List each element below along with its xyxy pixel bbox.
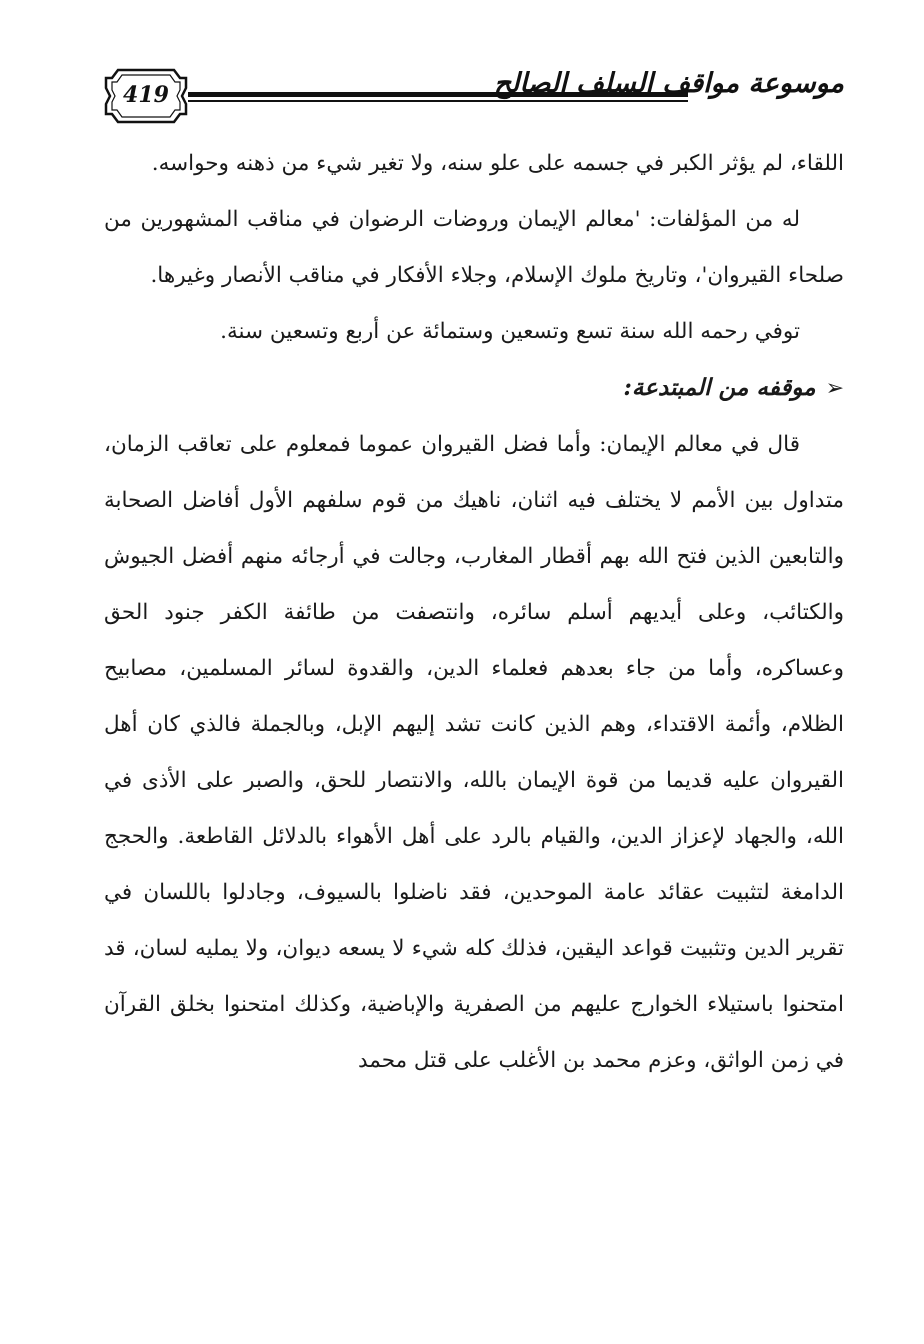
arrow-bullet-icon: ➢ bbox=[825, 376, 844, 401]
section-heading-text: موقفه من المبتدعة: bbox=[623, 374, 816, 401]
page-number-badge bbox=[104, 66, 188, 126]
body-text bbox=[104, 136, 844, 1089]
paragraph-continuation: اللقاء، لم يؤثر الكبر في جسمه على علو سنه، ولا تغير شيء من ذهنه وحواسه. bbox=[151, 151, 844, 176]
paragraph-works: له من المؤلفات: 'معالم الإيمان وروضات الرضوان في مناقب المشهورين من صلحاء القيروان'، وتاريخ ملوك الإسلام، وجلاء الأفكار في مناقب الأنصار وغيرها. bbox=[104, 207, 844, 288]
section-heading bbox=[104, 360, 844, 417]
page-number: 419 bbox=[123, 82, 169, 108]
page-header bbox=[104, 62, 844, 132]
running-title: موسوعة مواقف السلف الصالح bbox=[493, 68, 844, 99]
paragraph-main: قال في معالم الإيمان: وأما فضل القيروان عموما فمعلوم على تعاقب الزمان، متداول بين الأمم لا يختلف فيه اثنان، ناهيك من قوم سلفهم الأول أفاضل الصحابة والتابعين الذين فتح الله بهم أقطار المغارب، وجالت في أرجائه منهم أفضل الجيوش والكتائب، وعلى أيديهم أسلم سائره، وانتصفت من طائفة الكفر جنود الحق وعساكره، وأما من جاء بعدهم فعلماء الدين، والقدوة لسائر المسلمين، مصابيح الظلام، وأئمة الاقتداء، وهم الذين كانت تشد إليهم الإبل، وبالجملة فالذي كان أهل القيروان عليه قديما من قوة الإيمان بالله، والانتصار للحق، والصبر على الأذى في الله، والجهاد لإعزاز الدين، والقيام بالرد على أهل الأهواء بالدلائل القاطعة. والحجج الدامغة لتثبيت عقائد عامة الموحدين، فقد ناضلوا بالسيوف، وجادلوا باللسان في تقرير الدين وتثبيت قواعد اليقين، فذلك كله شيء لا يسعه ديوان، ولا يمليه لسان، قد امتحنوا باستيلاء الخوارج عليهم من الصفرية والإباضية، وكذلك امتحنوا بخلق القرآن في زمن الواثق، وعزم محمد بن الأغلب على قتل محمد bbox=[104, 432, 844, 1073]
paragraph-death: توفي رحمه الله سنة تسع وتسعين وستمائة عن أربع وتسعين سنة. bbox=[220, 319, 800, 344]
